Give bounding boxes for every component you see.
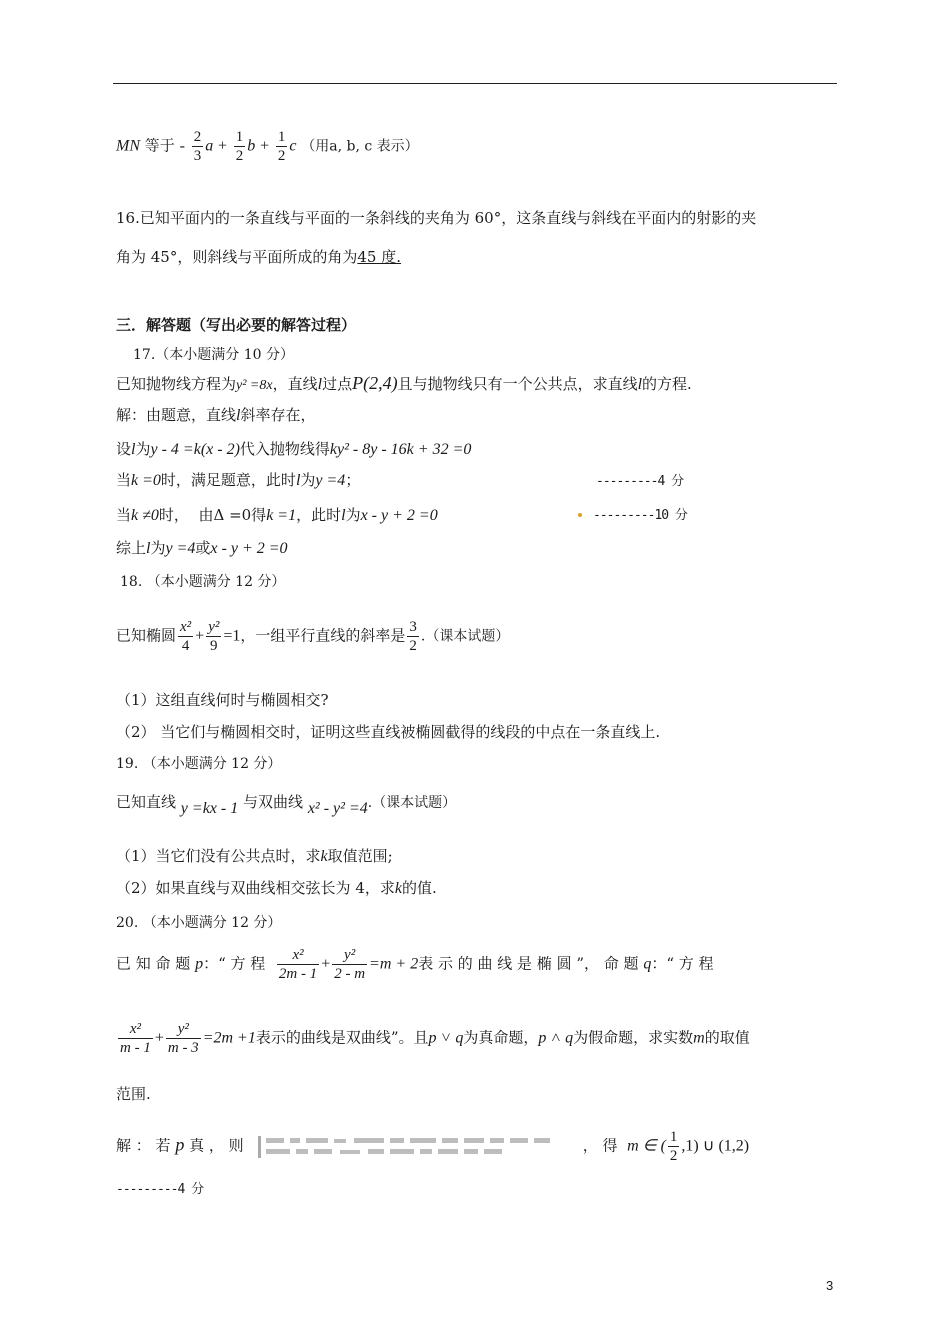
q16-line2: [116, 247, 401, 267]
q17-sol3-a: 当: [116, 471, 132, 489]
q20-frac1: $\frac{\text{x²}}{2m - 1}$: [278, 947, 318, 982]
q20-line2: [116, 1020, 750, 1057]
q20-solution: [116, 1128, 749, 1165]
q17-sol4-d: ，此时: [296, 506, 342, 524]
q17-header: 17.（本小题满分 10 分）: [133, 347, 294, 363]
q15-equals: 等于: [144, 136, 175, 155]
q20-l2-c: 为假命题，求实数: [573, 1028, 694, 1047]
q17-final-eq2: x - y + 2 =0: [210, 540, 288, 557]
q19-item2-k: k: [394, 880, 402, 897]
q18-statement: [116, 618, 509, 655]
q17-point-p: P(2,4): [352, 373, 398, 393]
q17-sol4: [116, 505, 438, 526]
q19-item2-b: 的值.: [401, 879, 437, 897]
q17-k-one: k =1: [266, 507, 297, 524]
q17-sol4-e: 为: [345, 506, 361, 524]
q15-plus2: +: [260, 137, 270, 155]
q15-var-b: b: [247, 137, 256, 155]
blurred-system-graphic: [258, 1134, 578, 1160]
q17-line-eq: y - 4 =k(x - 2): [150, 441, 240, 458]
q17-sol4-a: 当: [116, 506, 132, 524]
q20-sol-a: 解 ： 若: [116, 1136, 171, 1155]
q17-stmt-e: 的方程.: [642, 375, 692, 393]
q20-sol-m: m ∈ (: [627, 1137, 666, 1155]
q15-note: （用a, b, c 表示）: [301, 138, 419, 155]
q20-frac4: $\frac{\text{y²}}{m - 3}$: [167, 1021, 199, 1056]
q16-line2-text: 角为 45°，则斜线与平面所成的角为: [116, 248, 358, 266]
q20-line3: 范围.: [116, 1085, 151, 1103]
q20-l2-b: 为真命题，: [463, 1028, 539, 1047]
q18-frac-slope: $\frac{3}{2}$: [409, 619, 417, 654]
q18-eq: =1: [223, 627, 241, 645]
q20-l1-a: 已 知 命 题: [116, 954, 191, 973]
q17-stmt-c: 过点: [322, 375, 353, 393]
q15-frac1: $\frac{2}{3}$: [193, 129, 202, 164]
q20-l1-d: ：“ 方 程: [651, 954, 714, 973]
q19-item1-a: （1）当它们没有公共点时，求: [116, 847, 321, 865]
q20-l1-b: ：“ 方 程: [203, 954, 266, 973]
q20-p-or-q: p ˅ q: [428, 1029, 464, 1047]
q18-frac-y: $\frac{\text{y²}}{9}$: [208, 619, 220, 654]
q15-answer-line: [116, 128, 419, 165]
q20-score-4: ---------4 分: [116, 1182, 204, 1197]
q20-sol-p: p: [175, 1134, 185, 1155]
q17-k-zero: k =0: [131, 472, 161, 489]
q17-sol2-c: 代入抛物线得: [239, 440, 330, 458]
q20-l2-eq: =2m +1: [202, 1029, 256, 1047]
q17-sol4-b: 时，: [158, 506, 189, 524]
q17-sol3: [116, 470, 360, 491]
q17-parabola-eq: y² =8x: [236, 378, 273, 393]
blurred-system-image: [258, 1134, 578, 1160]
q17-delta-cond: 由Δ =0得: [198, 506, 267, 524]
q16-line1: 16.已知平面内的一条直线与平面的一条斜线的夹角为 60°，这条直线与斜线在平面内的射影的夹: [116, 209, 757, 227]
q20-frac3: $\frac{\text{x²}}{m - 1}$: [120, 1021, 151, 1056]
q15-neg: -: [179, 137, 185, 155]
q17-sol3-c: 为: [300, 471, 316, 489]
q17-sol5-c: 或: [195, 539, 211, 557]
q19-hyperbola-eq: x² - y² =4: [307, 800, 368, 817]
q18-frac-x: $\frac{\text{x²}}{4}$: [180, 619, 192, 654]
q17-var-l2: l: [637, 376, 643, 393]
q17-statement: [116, 373, 692, 396]
q17-k-nonzero: k ≠0: [131, 507, 159, 524]
q19-item2: [116, 878, 437, 899]
q19-stmt-a: 已知直线: [116, 793, 177, 811]
q17-sol5-l: l: [146, 540, 151, 557]
q17-sol2: [116, 439, 471, 460]
q19-stmt-b: 与双曲线: [243, 793, 304, 811]
q17-var-l: l: [317, 376, 323, 393]
q18-item1: （1）这组直线何时与椭圆相交?: [116, 691, 329, 709]
q19-item2-a: （2）如果直线与双曲线相交弦长为 4，求: [116, 879, 395, 897]
q17-sol5-b: 为: [150, 539, 166, 557]
q20-frac2: $\frac{\text{y²}}{2 - m}$: [334, 947, 366, 982]
q17-mark-dot: [578, 505, 582, 523]
q17-sol2-l: l: [131, 441, 136, 458]
q17-stmt-b: ，直线: [272, 375, 318, 393]
q17-score-10: ---------10 分: [593, 508, 687, 523]
q17-sol5: [116, 538, 288, 559]
q19-item1-b: 取值范围;: [327, 847, 393, 865]
q20-var-p: p: [195, 955, 204, 973]
q17-final-eq1: y =4: [165, 540, 196, 557]
q20-l2-plus: +: [154, 1029, 164, 1047]
q18-header: 18. （本小题满分 12 分）: [120, 574, 286, 590]
q20-l1-eq: =m + 2: [369, 955, 419, 973]
header-rule: [113, 83, 837, 84]
q19-line-eq: y =kx - 1: [180, 800, 239, 817]
q19-item1-k: k: [320, 848, 328, 865]
page-number: 3: [826, 1278, 834, 1293]
orange-dot-icon: [578, 513, 582, 517]
q17-stmt-a: 已知抛物线方程为: [116, 375, 237, 393]
q15-var-c: c: [289, 137, 297, 155]
q20-var-m: m: [693, 1029, 705, 1047]
q17-sol3-b: 时，满足题意，此时: [160, 471, 296, 489]
q18-plus: +: [195, 627, 205, 645]
q20-sol-tail: ,1) ∪ (1,2): [681, 1137, 750, 1155]
q19-item1: [116, 846, 393, 867]
q19-header: 19. （本小题满分 12 分）: [116, 756, 282, 772]
q16-answer: 45 度.: [357, 248, 401, 266]
q17-sol1-l: l: [236, 407, 241, 424]
q17-sol1-a: 解：由题意，直线: [116, 406, 237, 424]
q17-sol2-b: 为: [135, 440, 151, 458]
q17-sol5-a: 综上: [116, 539, 147, 557]
q18-item2: （2） 当它们与椭圆相交时，证明这些直线被椭圆截得的线段的中点在一条直线上.: [116, 723, 661, 741]
q20-header: 20. （本小题满分 12 分）: [116, 915, 282, 931]
q20-p-and-q: p ˄ q: [538, 1029, 574, 1047]
q17-score-4: ---------4 分: [596, 474, 684, 489]
q20-sol-frac: $\frac{1}{2}$: [669, 1129, 678, 1164]
q17-sol1-b: 斜率存在，: [240, 406, 316, 424]
q17-y-eq-4: y =4: [315, 472, 346, 489]
q17-sol3-d: ；: [345, 471, 361, 489]
vector-mn: MN: [116, 137, 140, 155]
q17-tangent-eq: x - y + 2 =0: [360, 507, 438, 524]
section-title: 三．解答题（写出必要的解答过程）: [116, 316, 357, 334]
q18-stmt-a: 已知椭圆: [116, 626, 177, 645]
q17-sol1: [116, 405, 315, 426]
q20-l2-d: 的取值: [704, 1028, 750, 1047]
q17-sol4-l: l: [341, 507, 346, 524]
q19-statement: [116, 792, 457, 817]
q17-sol3-l: l: [295, 472, 301, 489]
q20-line1: [116, 946, 714, 983]
q15-frac2: $\frac{1}{2}$: [235, 129, 244, 164]
q15-frac3: $\frac{1}{2}$: [277, 129, 286, 164]
q20-sol-b: 真 ， 则: [189, 1136, 244, 1155]
q17-quadratic-eq: ky² - 8y - 16k + 32 =0: [329, 441, 472, 458]
q17-sol2-a: 设: [116, 440, 132, 458]
q17-stmt-d: 且与抛物线只有一个公共点，求直线: [397, 375, 638, 393]
q15-var-a: a: [205, 137, 214, 155]
q15-plus1: +: [217, 137, 227, 155]
q18-stmt-b: ，一组平行直线的斜率是: [240, 626, 406, 645]
q20-l2-a: 表示的曲线是双曲线”。且: [255, 1028, 429, 1047]
q20-var-q: q: [643, 955, 652, 973]
q20-l1-plus: +: [321, 955, 331, 973]
q19-stmt-c: .（课本试题）: [367, 795, 457, 811]
q18-stmt-c: .（课本试题）: [420, 628, 510, 645]
q20-sol-c: ， 得: [582, 1136, 618, 1155]
q20-l1-c: 表 示 的 曲 线 是 椭 圆 ”， 命 题: [418, 954, 639, 973]
